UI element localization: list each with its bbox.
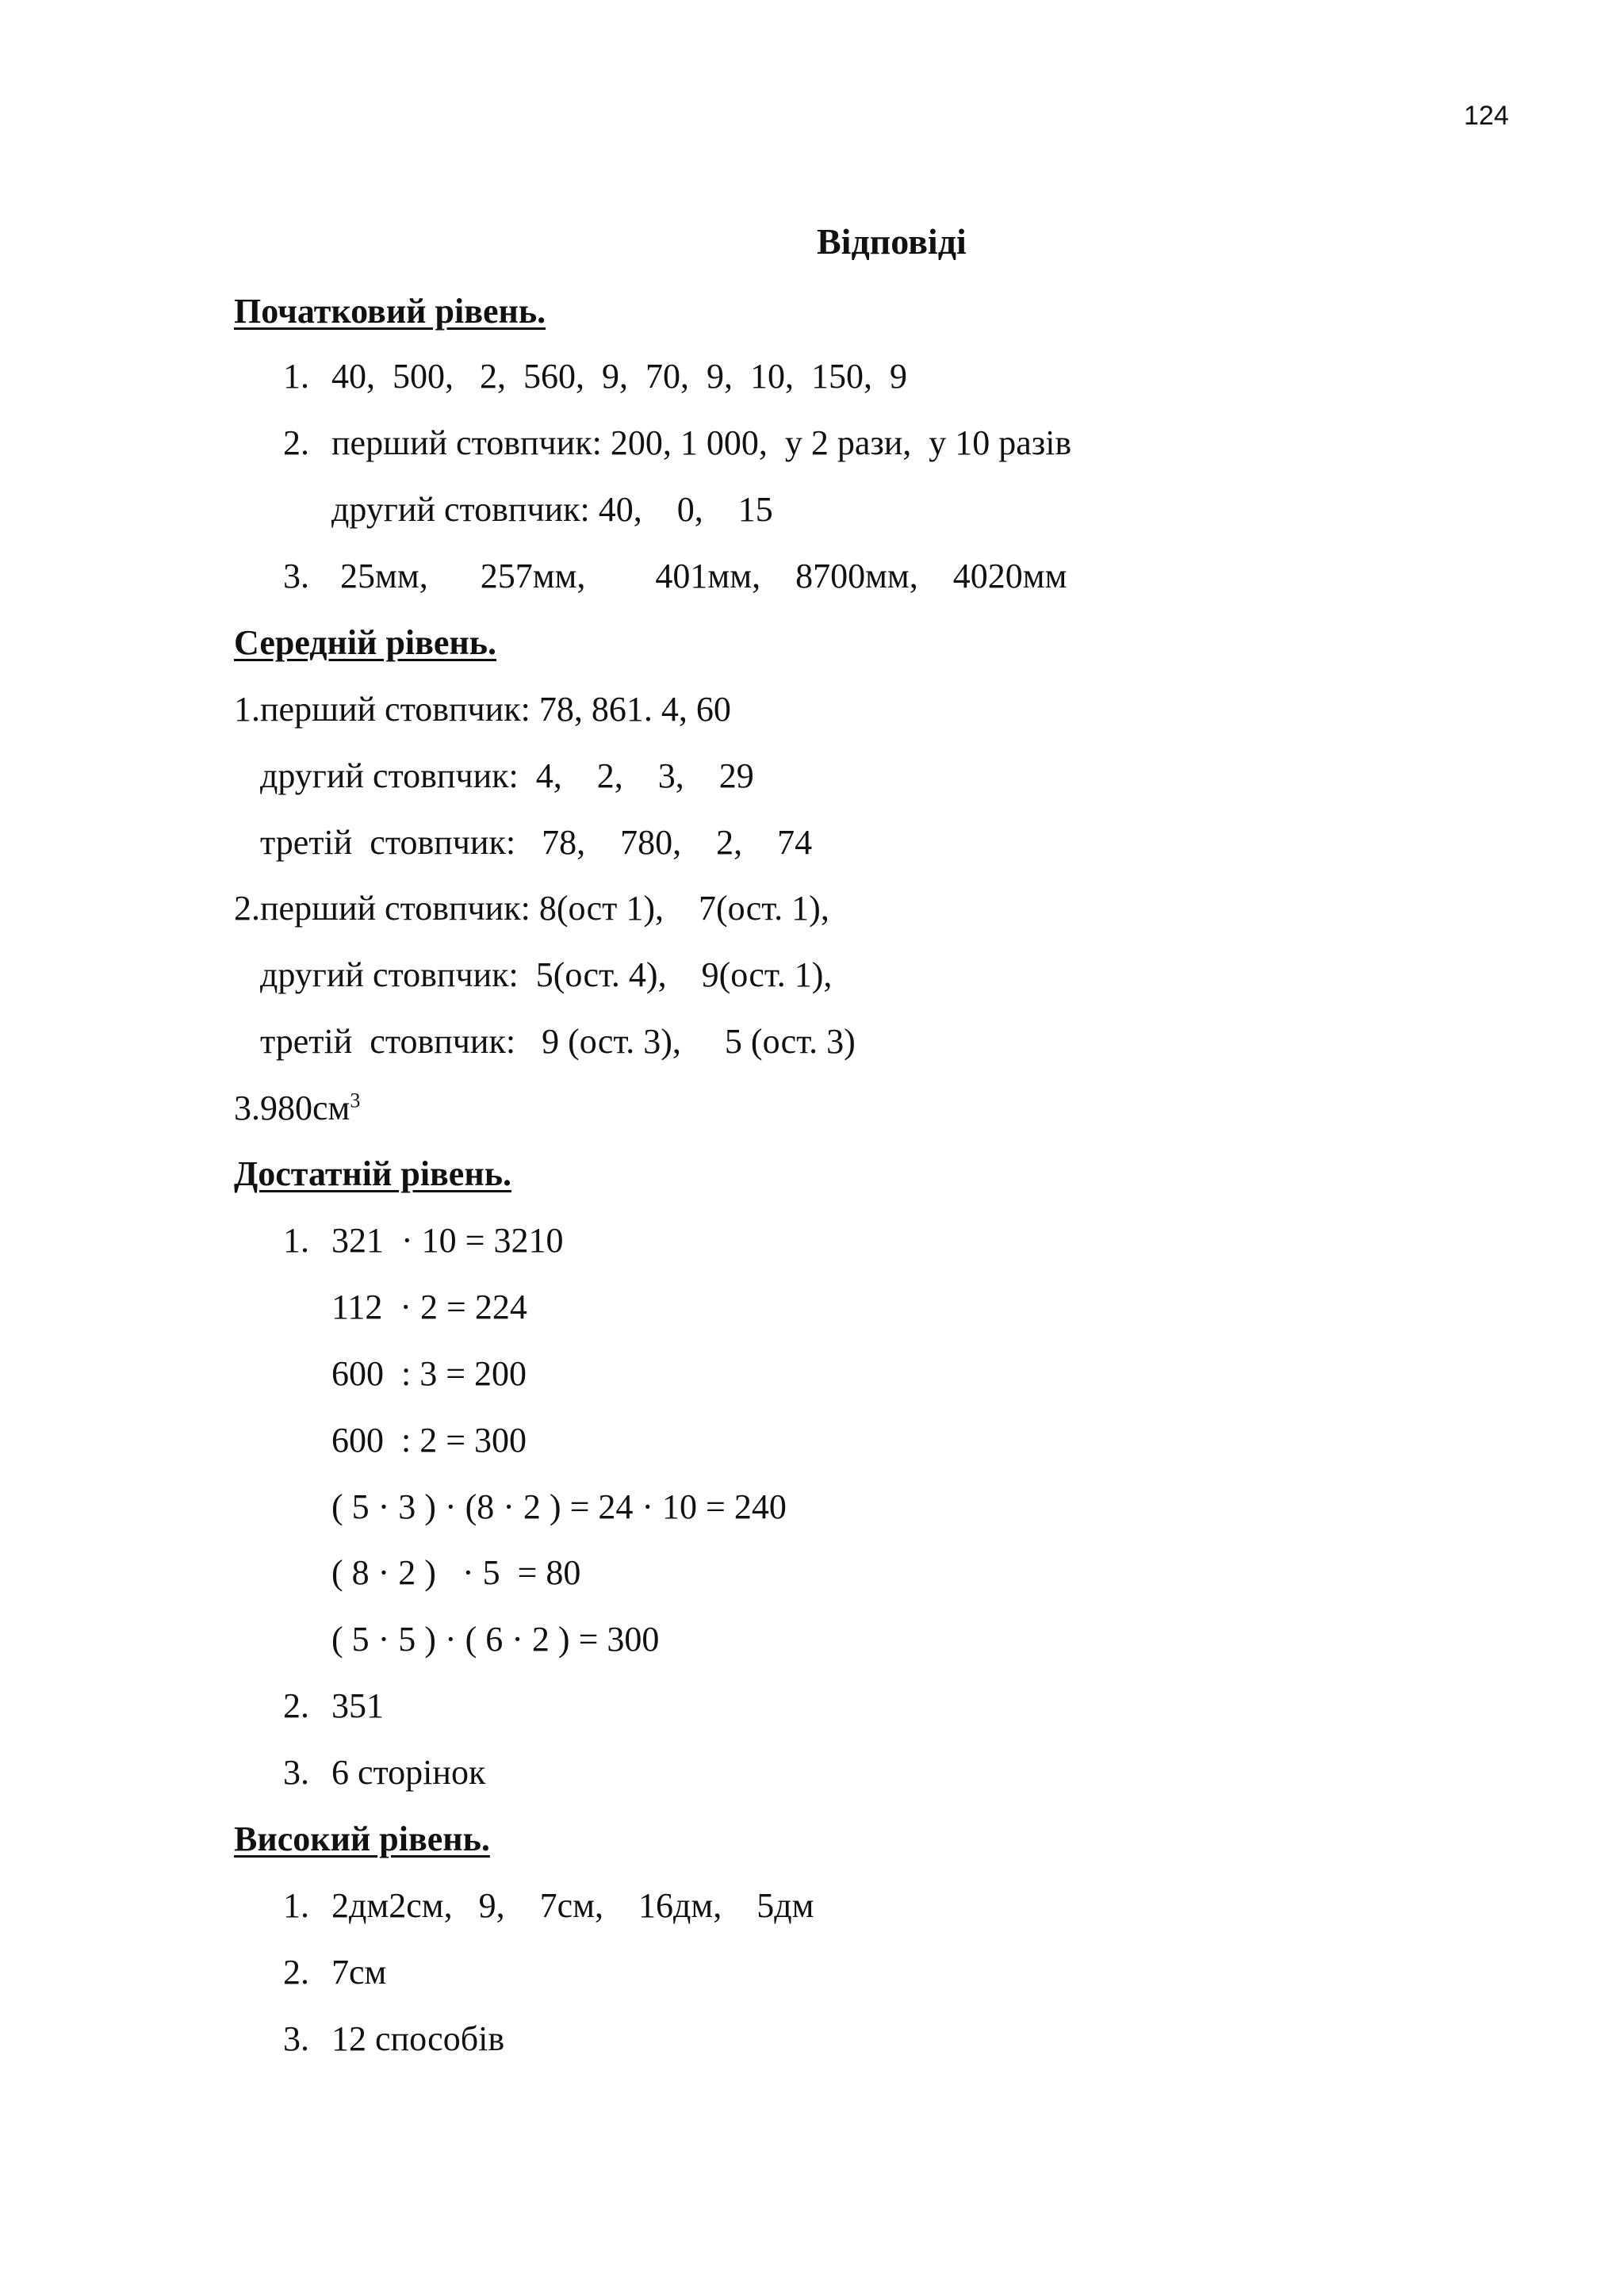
answer-line: другий стовпчик: 4, 2, 3, 29 — [234, 756, 754, 795]
superscript-exponent: 3 — [350, 1089, 361, 1112]
list-item-text: 25мм, 257мм, 401мм, 8700мм, 4020мм — [331, 557, 1067, 595]
page-number: 124 — [1464, 101, 1509, 131]
answer-line: 2.перший стовпчик: 8(ост 1), 7(ост. 1), — [234, 889, 829, 928]
equation-line: 112 · 2 = 224 — [331, 1288, 527, 1326]
list-item-text: 40, 500, 2, 560, 9, 70, 9, 10, 150, 9 — [331, 357, 907, 396]
list-item-number: 2. — [283, 1953, 309, 1992]
list-item-number: 3. — [283, 2019, 309, 2058]
list-item-number: 1. — [283, 1886, 309, 1925]
answer-line-text: 3.980см — [234, 1089, 350, 1127]
list-item-text: 2дм2см, 9, 7см, 16дм, 5дм — [331, 1886, 814, 1925]
equation-line: 600 : 3 = 200 — [331, 1354, 527, 1393]
equation-line: ( 5 · 3 ) · (8 · 2 ) = 24 · 10 = 240 — [331, 1487, 787, 1526]
list-item-text: 7см — [331, 1953, 387, 1992]
list-item-number: 1. — [283, 1221, 309, 1260]
list-item-text: 351 — [331, 1686, 384, 1725]
list-item-number: 3. — [283, 557, 309, 595]
list-item-number: 1. — [283, 357, 309, 396]
list-item-number: 3. — [283, 1753, 309, 1792]
list-item-text: 6 сторінок — [331, 1753, 486, 1792]
equation-line: ( 8 · 2 ) · 5 = 80 — [331, 1553, 581, 1592]
answer-line: третій стовпчик: 78, 780, 2, 74 — [234, 823, 813, 862]
equation-line: 321 · 10 = 3210 — [331, 1221, 564, 1260]
middle-level-heading: Середній рівень. — [234, 623, 497, 662]
answer-line: другий стовпчик: 5(ост. 4), 9(ост. 1), — [234, 955, 833, 994]
answer-line: третій стовпчик: 9 (ост. 3), 5 (ост. 3) — [234, 1022, 856, 1061]
list-item-text: 12 способів — [331, 2019, 505, 2058]
list-item-number: 2. — [283, 1686, 309, 1725]
high-level-heading: Високий рівень. — [234, 1820, 490, 1858]
answer-line-volume — [234, 1086, 360, 1131]
list-item-text: перший стовпчик: 200, 1 000, у 2 рази, у 10 разів — [331, 423, 1072, 462]
sufficient-level-heading: Достатній рівень. — [234, 1154, 511, 1193]
answer-line: 1.перший стовпчик: 78, 861. 4, 60 — [234, 690, 731, 729]
list-item-text-continued: другий стовпчик: 40, 0, 15 — [331, 490, 773, 529]
page-title: Відповіді — [817, 221, 967, 262]
list-item-number: 2. — [283, 423, 309, 462]
equation-line: 600 : 2 = 300 — [331, 1421, 527, 1460]
initial-level-heading: Початковий рівень. — [234, 292, 546, 331]
equation-line: ( 5 · 5 ) · ( 6 · 2 ) = 300 — [331, 1620, 660, 1659]
